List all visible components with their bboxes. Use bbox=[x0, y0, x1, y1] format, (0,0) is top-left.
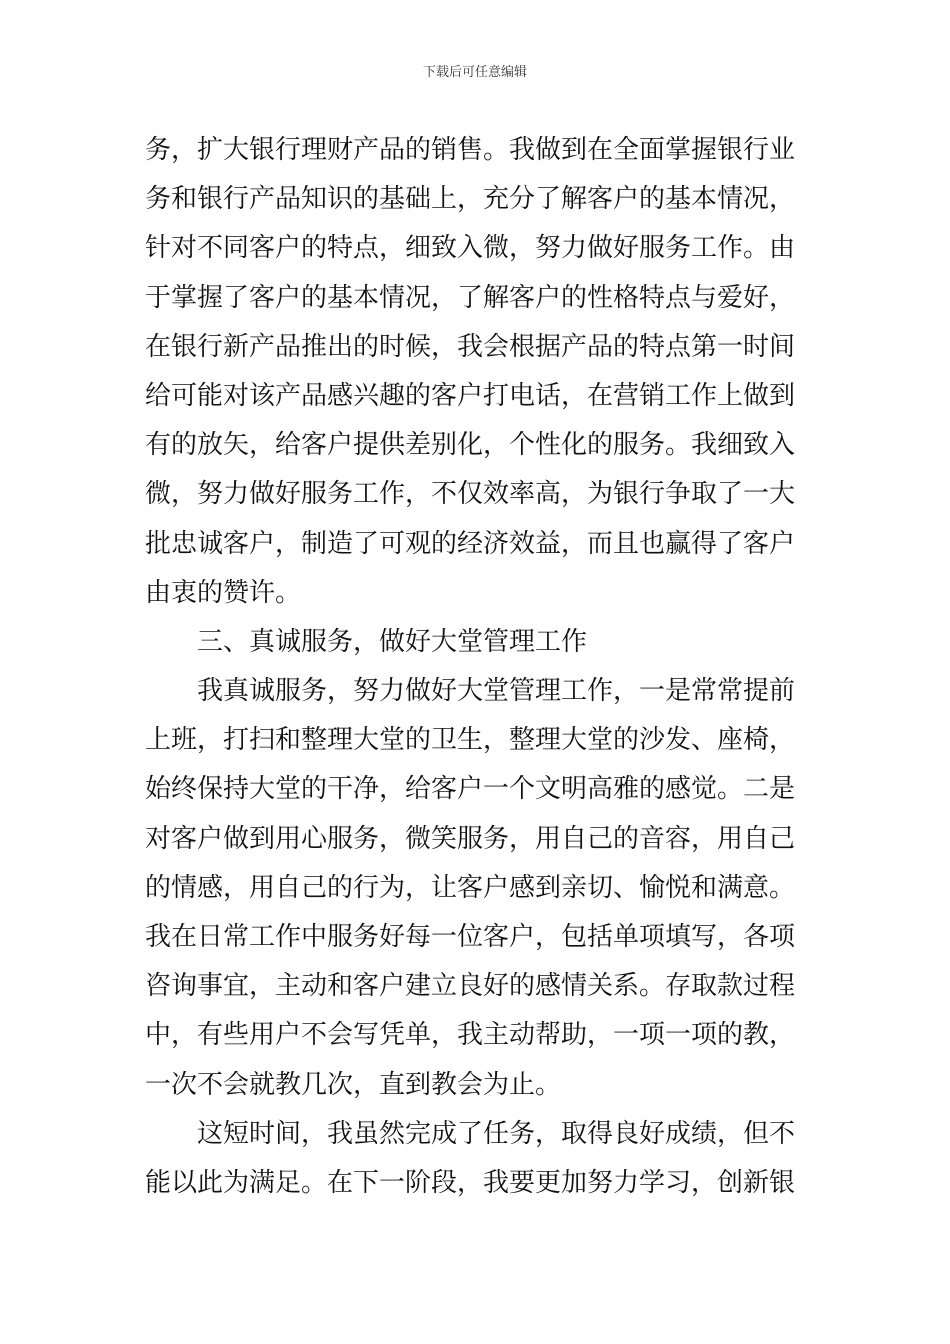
text-line: 能以此为满足。在下一阶段，我要更加努力学习，创新银 bbox=[145, 1167, 796, 1198]
text-line: 对客户做到用心服务，微笑服务，用自己的音容，用自己 bbox=[145, 823, 796, 854]
section-heading: 三、真诚服务，做好大堂管理工作 bbox=[197, 626, 588, 657]
text-line: 有的放矢，给客户提供差别化，个性化的服务。我细致入 bbox=[145, 430, 796, 461]
text-line: 始终保持大堂的干净，给客户一个文明高雅的感觉。二是 bbox=[145, 774, 796, 805]
text-line: 在银行新产品推出的时候，我会根据产品的特点第一时间 bbox=[145, 331, 796, 362]
text-line: 我真诚服务，努力做好大堂管理工作，一是常常提前 bbox=[197, 676, 796, 707]
page-header: 下载后可任意编辑 bbox=[422, 65, 527, 80]
text-line: 我在日常工作中服务好每一位客户，包括单项填写，各项 bbox=[145, 922, 796, 952]
text-line: 务和银行产品知识的基础上，充分了解客户的基本情况， bbox=[145, 184, 796, 215]
text-line: 一次不会就教几次，直到教会为止。 bbox=[145, 1069, 562, 1100]
document-body bbox=[145, 126, 810, 1208]
text-line: 中，有些用户不会写凭单，我主动帮助，一项一项的教， bbox=[145, 1020, 796, 1051]
text-line: 针对不同客户的特点，细致入微，努力做好服务工作。由 bbox=[145, 233, 796, 264]
text-line: 务，扩大银行理财产品的销售。我做到在全面掌握银行业 bbox=[145, 135, 796, 165]
text-line: 给可能对该产品感兴趣的客户打电话，在营销工作上做到 bbox=[145, 380, 796, 411]
text-line: 这短时间，我虽然完成了任务，取得良好成绩，但不 bbox=[197, 1118, 796, 1149]
text-line: 咨询事宜，主动和客户建立良好的感情关系。存取款过程 bbox=[145, 971, 796, 1002]
text-line: 批忠诚客户，制造了可观的经济效益，而且也赢得了客户 bbox=[145, 528, 796, 559]
text-line: 的情感，用自己的行为，让客户感到亲切、愉悦和满意。 bbox=[145, 872, 796, 903]
text-line: 由衷的赞许。 bbox=[145, 577, 302, 608]
text-line: 上班，打扫和整理大堂的卫生，整理大堂的沙发、座椅， bbox=[145, 725, 796, 756]
text-line: 微，努力做好服务工作，不仅效率高，为银行争取了一大 bbox=[145, 479, 796, 510]
text-line: 于掌握了客户的基本情况，了解客户的性格特点与爱好， bbox=[145, 282, 796, 313]
